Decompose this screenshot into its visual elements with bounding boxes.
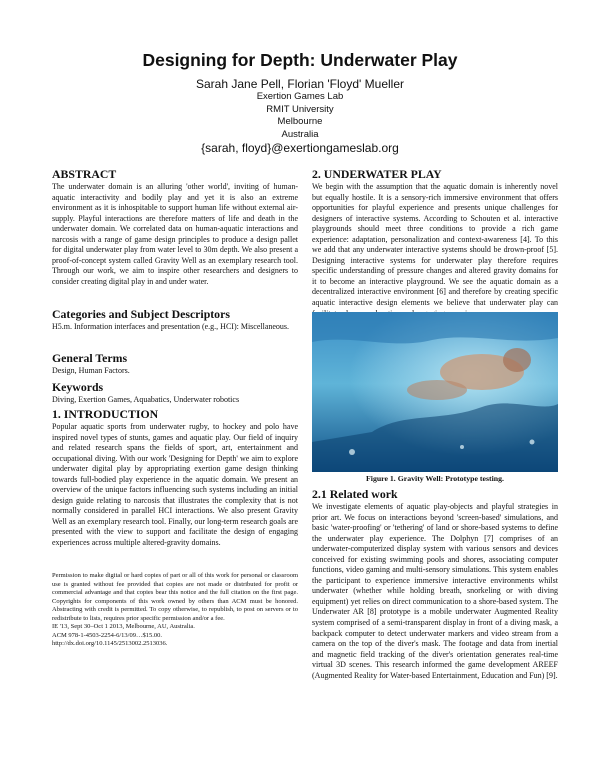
general-terms-heading: General Terms (52, 351, 128, 365)
related-work-section (312, 487, 558, 681)
general-terms-text: Design, Human Factors. (52, 366, 130, 375)
copyright-permission: Permission to make digital or hard copies of part or all of this work for personal or classroom use is granted without fee provided that copies are not made or distributed for profit or commercial advantage and that copies bear this notice and the full citation on the first page. Copyrights for components of this work owned by others than ACM must be honored. Abstracting with credit is permitted. To copy otherwise, to republish, to post on servers or to redistribute to lists, requires prior specific permission and/or a fee. (52, 572, 298, 622)
copyright-acm: ACM 978-1-4503-2254-6/13/09…$15.00. (52, 631, 162, 639)
copyright-notice (52, 571, 298, 649)
categories-text: H5.m. Information interfaces and presentation (e.g., HCI): Miscellaneous. (52, 322, 290, 331)
figure-caption: Figure 1. Gravity Well: Prototype testing. (366, 474, 504, 483)
copyright-conference: IE '13, Sept 30–Oct 1 2013, Melbourne, AU, Australia. (52, 623, 195, 630)
underwater-play-text: We begin with the assumption that the aquatic domain is inherently novel but equally hostile. It is a sensory-rich immersive environment that offers opportunities for playful experience and presents unique challenges for designers of interactive systems. According to Schouten et al. interactive playgrounds should meet three conditions to provide a rich game experience: adaptation, personalization and context-awareness [4]. To this we add that any underwater interactive systems should be drown-proof [5]. Designing interactive systems for underwater play therefore requires specific understanding of pressure changes and altered gravity domains for it to become an interactive playground. We see the aquatic domain as a decentralized interactive environment [6] and therefore by creating specific aquatic interactive design elements we believe that underwater play can (312, 182, 558, 308)
copyright-doi: http://dx.doi.org/10.1145/2513002.2513036. (52, 640, 168, 647)
introduction-heading: 1. INTRODUCTION (52, 407, 159, 421)
abstract-text: The underwater domain is an alluring 'other world', inviting of human-aquatic interactivity and bodily play and yet it is also an extreme environment as it is inhospitable to support human life without external air-supply. Playful interactions are therefore matters of life and death in the underwater domain. We correlated data on human-aquatic interactions and narcosis with a range of game design principles to produce a design pallet for digital underwater play from water level to 30m depth. We also present a proof-of-concept system called Gravity Well as an exemplary research tool. Through our work, we aim to inspire other researchers and designers to consider creating digital play in and under water. (52, 182, 298, 286)
figure-1 (312, 312, 558, 472)
author-names: Sarah Jane Pell, Florian 'Floyd' Mueller (195, 77, 404, 91)
affiliation-lab: Exertion Games Lab (256, 91, 344, 102)
abstract-heading: ABSTRACT (52, 167, 117, 181)
affiliation-city: Melbourne (277, 116, 323, 127)
categories-heading: Categories and Subject Descriptors (52, 307, 230, 321)
underwater-play-heading: 2. UNDERWATER PLAY (312, 167, 442, 181)
keywords-heading: Keywords (52, 380, 104, 394)
introduction-text: Popular aquatic sports from underwater rugby, to hockey and polo have inspired novel types of stunts, games and aquatic play. Our field of inquiry and related research spans the fields of sport, art, entertainment and occupational diving. With our work 'Designing for Depth' we aim to explore underwater digital play by appropriating exertion game design thinking towards full-bodied play experience in the aquatic domain. We present an overview of the unique factors influencing such systems including an initial design guide relating to narcosis that illustrates the complexity that is not normally considered in parallel HCI interactions. We also present Gravity Well as an exemplary research tool. Finally, our long-term research goals are presented with the view to support and facilitate the design of engaging experiences across multiple altered-gravity domains. (52, 422, 298, 548)
related-work-heading: 2.1 Related work (312, 487, 398, 501)
abstract-section (52, 167, 298, 287)
affiliation-country: Australia (281, 128, 319, 140)
categories-section (52, 307, 298, 333)
affiliation-university: RMIT University (266, 103, 334, 115)
underwater-play-section (312, 167, 558, 319)
general-terms-section (52, 351, 298, 377)
related-work-text: We investigate elements of aquatic play-objects and playful strategies in prior art. We focus on interactions beyond 'screen-based' simulations, and basic 'water-proofing' or 'tethering' of land or shore-based systems to define the underwater play experience. The Dolphyn [7] comprises of an underwater-computerized display system with various sensors and devices conceived for existing swimming pools and shores, associating computer functions, video gaming and multi-sensory simulations. This system enables the participant to experience immersive interactive environments whilst underwater (whether while holding breath, snorkeling or with diving equipment) yet relies on direct communication to a shore-based system. The Underwater AR [8] prototype is a mobile underwater Augmented Reality system comprised of a semi-transparent display in front of a diving mask, a backpack computer to detect underwater markers and video stream from a camera on the top of the diver's mask. The footage and data from inertial and magnetic field tracking of the diver's orientation generates real-time virtual 3D scenes. This research informed the game development AREEF (Augmented Reality for Water-based Entertainment, Education and Fun) [9]. (312, 502, 558, 680)
keywords-section (52, 380, 298, 406)
paper-title: Designing for Depth: Underwater Play (142, 50, 458, 70)
author-email: {sarah, floyd}@exertiongameslab.org (201, 141, 399, 155)
keywords-text: Diving, Exertion Games, Aquabatics, Underwater robotics (52, 395, 240, 404)
author-block (0, 77, 600, 155)
underwater-photo (312, 312, 558, 472)
introduction-section (52, 407, 298, 549)
